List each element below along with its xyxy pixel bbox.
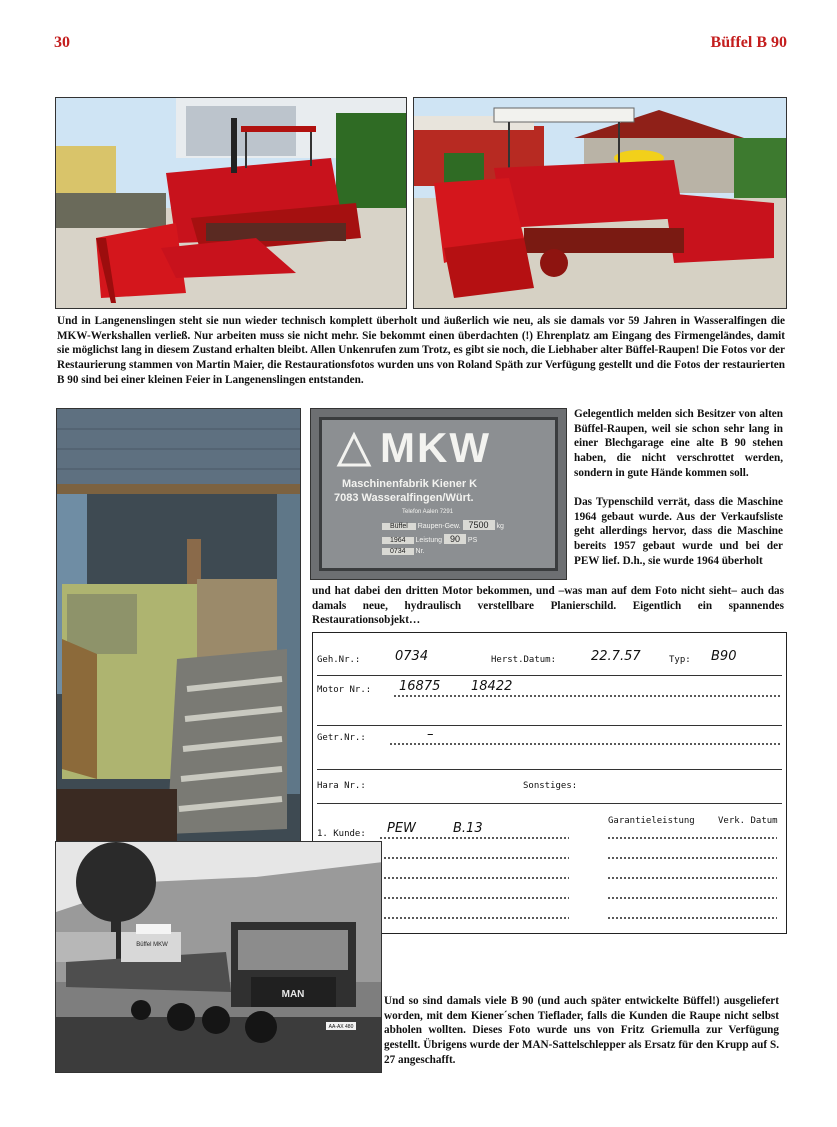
- card-rule-4: [317, 803, 782, 804]
- nameplate-line2: 7083 Wasseralfingen/Würt.: [334, 492, 474, 504]
- photo-restored-bulldozer-right: [413, 97, 787, 309]
- caption-bottom: Und so sind damals viele B 90 (und auch später entwickelte Büffel!) ausgeliefert worden, mit dem Kiener´schen Tieflader, falls die Kunden die Raupe nicht selbst abholen wollten. Dieses Foto wurde uns von Fritz Griemulla zur Verfügung gestellt. Übrigens wurde der MAN-Sattelschlepper als Ersatz für den Krupp auf S. 27 angeschafft.: [384, 995, 779, 1066]
- card-verk-label: Verk. Datum: [718, 816, 778, 826]
- card-typ-value: B90: [711, 649, 737, 664]
- nameplate-row-b-field: Leistung: [415, 537, 442, 544]
- text-middle: Gelegentlich melden sich Besitzer von alten Büffel-Raupen, weil sie schon sehr lang in einer Blechgarage eine alte B 90 stehen haben, die nicht verschrottet werden, sondern in gute Hände kommen soll.: [574, 408, 783, 479]
- nameplate-row-a-label: Büffel: [382, 523, 416, 530]
- page-number: 30: [54, 34, 70, 51]
- photo-man-truck-lowboy: [55, 841, 382, 1073]
- truck-plate-text: AA-AX 480: [328, 1024, 354, 1030]
- card-kunde-value: PEW: [387, 821, 416, 836]
- photo-unrestored-in-shed: [56, 408, 301, 843]
- nameplate-row-c-field: Nr.: [415, 548, 425, 555]
- nameplate-brand: MKW: [380, 424, 491, 471]
- card-motor-dots: [393, 695, 780, 697]
- nameplate-row-b-value: 90: [444, 534, 466, 544]
- card-motor-value-1: 16875: [399, 679, 441, 694]
- man-truck-lowboy-image: [56, 842, 382, 1073]
- card-kunde-value-2: B.13: [453, 821, 483, 836]
- lowboy-sign-text: Büffel MKW: [136, 942, 168, 948]
- man-logo-text: MAN: [281, 989, 305, 1000]
- card-garantie-label: Garantieleistung: [608, 816, 695, 826]
- nameplate-row-b: [382, 534, 477, 544]
- nameplate-row-c: [382, 548, 424, 555]
- text-middle-3: und hat dabei den dritten Motor bekommen, und –was man auf dem Foto nicht sieht– auch das damals neue, hydraulisch verstellbare Planierschild. Eigentlich ein spannendes Restaurationsobjekt…: [312, 585, 784, 627]
- card-garantie-dots-2: [607, 857, 777, 859]
- nameplate-logo-icon: [334, 430, 374, 470]
- card-rule-3: [317, 769, 782, 770]
- nameplate-plate: [319, 417, 558, 571]
- card-dots-row-3: [383, 877, 569, 879]
- restored-bulldozer-left-image: [56, 98, 407, 309]
- card-garantie-dots-3: [607, 877, 777, 879]
- card-garantie-dots-4: [607, 897, 777, 899]
- card-motor-value-2: 18422: [471, 679, 513, 694]
- nameplate-row-a-field: Raupen-Gew.: [417, 523, 461, 530]
- running-title: Büffel B 90: [710, 34, 787, 51]
- nameplate-row-a: [382, 520, 504, 530]
- card-garantie-dots-1: [607, 837, 777, 839]
- text-middle-2: Das Typenschild verrät, dass die Maschine 1964 gebaut wurde. Aus der Verkaufsliste geht allerdings hervor, dass die Maschine bereits 1957 gebaut wurde und bei der PEW lief. D.h., sie wurde 1964 überholt: [574, 496, 783, 567]
- card-hara-label: Hara Nr.:: [317, 781, 366, 791]
- nameplate-row-a-unit: kg: [496, 523, 504, 530]
- card-rule-1: [317, 675, 782, 676]
- card-herst-value: 22.7.57: [591, 649, 641, 664]
- card-geh-value: 0734: [395, 649, 429, 664]
- card-typ-label: Typ:: [669, 655, 691, 665]
- nameplate-row-b-unit: PS: [467, 537, 478, 544]
- nameplate-line1: Maschinenfabrik Kiener K: [342, 478, 478, 490]
- card-sonstiges-label: Sonstiges:: [523, 781, 578, 791]
- unrestored-shed-image: [57, 409, 301, 843]
- card-getr-dots: [389, 743, 780, 745]
- nameplate-row-c-label: 0734: [382, 548, 414, 555]
- card-herst-label: Herst.Datum:: [491, 655, 557, 665]
- card-rule-2: [317, 725, 782, 726]
- nameplate-line3: Telefon Aalen 7291: [402, 509, 454, 515]
- card-dots-row-5: [383, 917, 569, 919]
- caption-top: Und in Langenenslingen steht sie nun wieder technisch komplett überholt und äußerlich wie neu, als sie damals vor 59 Jahren in Wasseralfingen die MKW-Werkshallen verließ. Nur arbeiten muss sie nicht mehr. Sie bekommt einen überdachten (!) Ehrenplatz am Eingang des Firmengeländes, damit sie möglichst lang in diesem Zustand erhalten bleibt. Allen Unkenrufen zum Trotz, es gibt sie noch, die Liebhaber alter Büffel-Raupen! Die Fotos vor der Restaurierung stammen von Martin Maier, die Restaurationsfotos wurden uns von Roland Späth zur Verfügung gestellt und die Fotos der restaurierten B 90 sind bei einer kleinen Feier in Langenenslingen entstanden.: [57, 315, 785, 386]
- nameplate-row-a-value: 7500: [463, 520, 495, 530]
- card-garantie-dots-5: [607, 917, 777, 919]
- card-geh-label: Geh.Nr.:: [317, 655, 361, 665]
- card-kunde-label: 1. Kunde:: [317, 829, 366, 839]
- card-dots-row-4: [383, 897, 569, 899]
- card-dots-row-2: [383, 857, 569, 859]
- record-card: [312, 632, 787, 934]
- nameplate-row-b-label: 1964: [382, 537, 414, 544]
- restored-bulldozer-right-image: [414, 98, 787, 309]
- photo-mkw-nameplate: [310, 408, 567, 580]
- card-getr-label: Getr.Nr.:: [317, 733, 366, 743]
- card-motor-label: Motor Nr.:: [317, 685, 372, 695]
- card-getr-value: –: [427, 727, 434, 742]
- photo-restored-bulldozer-left: [55, 97, 407, 309]
- card-kunde-dots: [379, 837, 569, 839]
